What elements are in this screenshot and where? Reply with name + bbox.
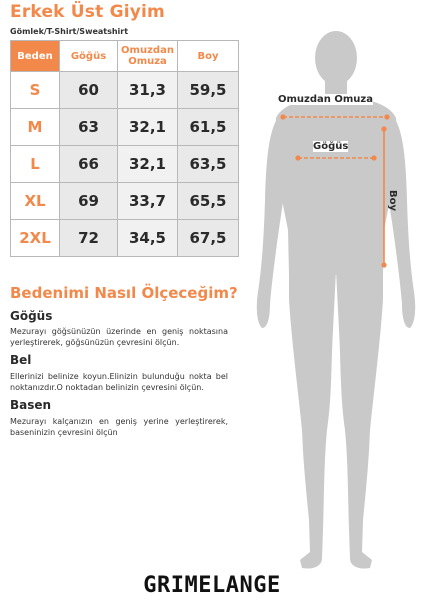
- omuz-cell: 34,5: [118, 220, 178, 257]
- col-header-omuz: Omuzdan Omuza: [118, 41, 178, 72]
- omuz-cell: 32,1: [118, 109, 178, 146]
- gogus-cell: 69: [60, 183, 118, 220]
- page-title: Erkek Üst Giyim: [10, 2, 165, 22]
- omuz-cell: 33,7: [118, 183, 178, 220]
- col-header-gogus: Göğüs: [60, 41, 118, 72]
- body-silhouette: [257, 31, 415, 569]
- size-cell: S: [11, 72, 60, 109]
- page-subtitle: Gömlek/T-Shirt/Sweatshirt: [10, 27, 129, 36]
- section-text-bel: Ellerinizi belinize koyun.Elinizin bulunduğu nokta bel noktanızdır.O noktadan belinizin çevresini ölçün.: [10, 372, 228, 392]
- boy-cell: 61,5: [178, 109, 239, 146]
- gogus-cell: 63: [60, 109, 118, 146]
- size-cell: XL: [11, 183, 60, 220]
- gogus-cell: 66: [60, 146, 118, 183]
- section-text-gogus: Mezurayı göğsünüzün üzerinde en geniş noktasına yerleştirerek, göğsünüzün çevresini ölçün.: [10, 327, 228, 347]
- guide-heading: Bedenimi Nasıl Ölçeceğim?: [10, 284, 238, 302]
- omuz-cell: 31,3: [118, 72, 178, 109]
- section-title-gogus: Göğüs: [10, 309, 53, 323]
- boy-cell: 65,5: [178, 183, 239, 220]
- label-length: Boy: [387, 190, 398, 212]
- label-shoulder: Omuzdan Omuza: [278, 94, 373, 105]
- section-text-basen: Mezurayı kalçanızın en geniş yerine yerleştirerek, baseninizin çevresini ölçün: [10, 417, 228, 437]
- brand-logo: GRIMELANGE: [143, 573, 281, 598]
- size-cell: L: [11, 146, 60, 183]
- omuz-cell: 32,1: [118, 146, 178, 183]
- boy-cell: 67,5: [178, 220, 239, 257]
- boy-cell: 59,5: [178, 72, 239, 109]
- size-cell: 2XL: [11, 220, 60, 257]
- gogus-cell: 60: [60, 72, 118, 109]
- col-header-boy: Boy: [178, 41, 239, 72]
- boy-cell: 63,5: [178, 146, 239, 183]
- col-header-beden: Beden: [11, 41, 60, 72]
- size-cell: M: [11, 109, 60, 146]
- section-title-basen: Basen: [10, 398, 52, 412]
- label-chest: Göğüs: [313, 141, 349, 152]
- gogus-cell: 72: [60, 220, 118, 257]
- section-title-bel: Bel: [10, 353, 32, 367]
